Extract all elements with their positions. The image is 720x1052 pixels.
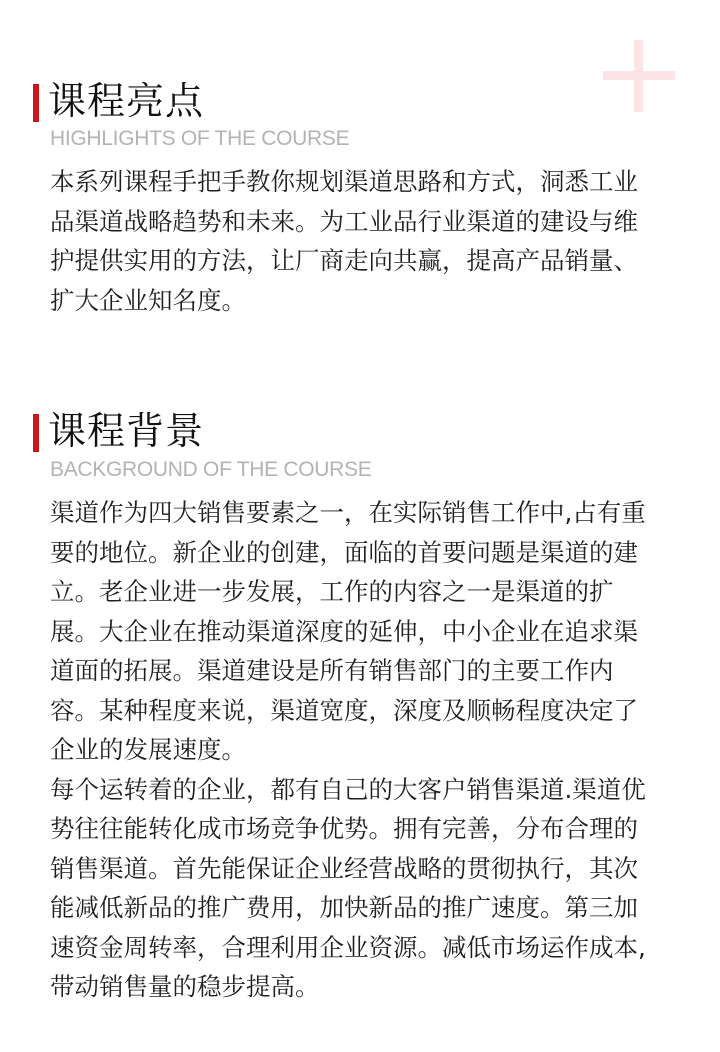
accent-bar [33,84,39,122]
section-title: 课程背景 [48,409,205,453]
section-highlights [0,79,720,315]
section-body [50,493,654,1007]
section-background [0,409,720,1001]
section-subtitle: HIGHLIGHTS OF THE COURSE [50,127,350,150]
section-heading [0,80,720,126]
section-heading [0,410,720,456]
section-subtitle: BACKGROUND OF THE COURSE [50,458,372,481]
accent-bar [33,414,39,452]
paragraph: 本系列课程手把手教你规划渠道思路和方式，洞悉工业品渠道战略趋势和未来。为工业品行业渠道的建设与维护提供实用的方法，让厂商走向共赢，提高产品销量、扩大企业知名度。 [50,167,638,315]
paragraph: 每个运转着的企业，都有自己的大客户销售渠道.渠道优势往往能转化成市场竞争优势。拥有完善，分布合理的销售渠道。首先能保证企业经营战略的贯彻执行，其次能减低新品的推广费用，加快新品的推广速度。第三加速资金周转率，合理利用企业资源。减低市场运作成本,带动销售量的稳步提高。 [50,774,646,1001]
section-body [50,162,654,320]
paragraph: 渠道作为四大销售要素之一，在实际销售工作中,占有重要的地位。新企业的创建，面临的首要问题是渠道的建立。老企业进一步发展，工作的内容之一是渠道的扩展。大企业在推动渠道深度的延伸，中小企业在追求渠道面的拓展。渠道建设是所有销售部门的主要工作内容。某种程度来说，渠道宽度，深度及顺畅程度决定了企业的发展速度。 [50,498,646,764]
section-title: 课程亮点 [48,79,205,123]
